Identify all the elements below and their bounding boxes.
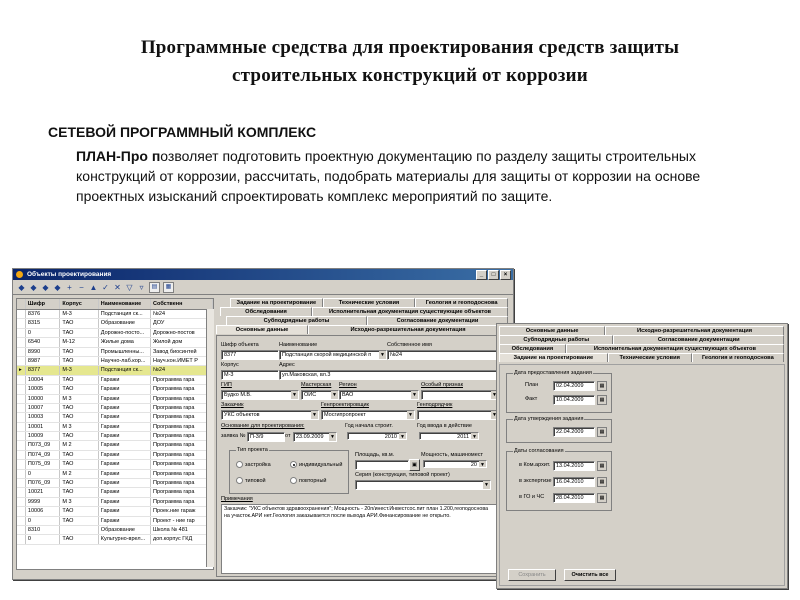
label-name: Наименование bbox=[279, 342, 318, 348]
table-cell: доп.корпус ГКД bbox=[151, 535, 213, 543]
table-cell: ТАО bbox=[60, 535, 98, 543]
table-cell: П075_09 bbox=[26, 460, 60, 468]
row-indicator bbox=[17, 404, 26, 412]
table-cell: 10004 bbox=[26, 376, 60, 384]
table-cell: ТАО bbox=[60, 404, 98, 412]
close-button[interactable]: × bbox=[500, 270, 511, 280]
minimize-button[interactable]: _ bbox=[476, 270, 487, 280]
col-header-name[interactable]: Наименование bbox=[99, 299, 151, 309]
table-cell: Подстанция ск... bbox=[99, 366, 151, 374]
table-cell: 10003 bbox=[26, 413, 60, 421]
table-cell: Программа гара bbox=[151, 385, 213, 393]
cancel-record-icon[interactable]: ✕ bbox=[114, 282, 121, 292]
tab2-approval[interactable]: Согласование документации bbox=[613, 335, 784, 344]
table-cell: Программа гара bbox=[151, 498, 213, 506]
expertise-date-field[interactable]: 16.04.2010 bbox=[553, 477, 595, 487]
table-row[interactable] bbox=[17, 385, 213, 394]
table-row[interactable] bbox=[17, 348, 213, 357]
table-cell: 10021 bbox=[26, 488, 60, 496]
row-indicator bbox=[17, 460, 26, 468]
tab-strip bbox=[216, 298, 508, 334]
table-cell: Гаражи bbox=[99, 441, 151, 449]
table-row[interactable] bbox=[17, 338, 213, 347]
tab2-tech-conditions[interactable]: Технические условия bbox=[608, 353, 692, 362]
row-indicator bbox=[17, 517, 26, 525]
table-cell: Программа гара bbox=[151, 479, 213, 487]
table-cell: 0 bbox=[26, 470, 60, 478]
table-cell: Гаражи bbox=[99, 404, 151, 412]
table-cell: Гаражи bbox=[99, 517, 151, 525]
grid-scrollbar[interactable] bbox=[206, 309, 214, 567]
next-record-icon[interactable]: ◆ bbox=[42, 282, 49, 292]
last-record-icon[interactable]: ◆ bbox=[54, 282, 61, 292]
delete-record-icon[interactable]: − bbox=[79, 282, 84, 292]
label-address: Адрес bbox=[279, 362, 295, 368]
table-cell: Школа № 481 bbox=[151, 526, 213, 534]
table-cell: ТАО bbox=[60, 479, 98, 487]
table-row[interactable] bbox=[17, 310, 213, 319]
table-cell: 9999 bbox=[26, 498, 60, 506]
table-row[interactable] bbox=[17, 460, 213, 469]
row-indicator: ▸ bbox=[17, 366, 26, 374]
table-cell: ТАО bbox=[60, 517, 98, 525]
table-row[interactable] bbox=[17, 451, 213, 460]
series-select[interactable] bbox=[355, 480, 491, 490]
gochs-calendar-icon[interactable]: ▦ bbox=[597, 493, 607, 503]
row-indicator bbox=[17, 413, 26, 421]
label-customer: Заказчик bbox=[221, 402, 244, 408]
row-indicator bbox=[17, 385, 26, 393]
table-cell: Жилые дома bbox=[99, 338, 151, 346]
table-cell: Программа гара bbox=[151, 413, 213, 421]
row-indicator bbox=[17, 526, 26, 534]
arch-date-field[interactable]: 13.04.2010 bbox=[553, 461, 595, 471]
post-record-icon[interactable]: ✓ bbox=[102, 282, 109, 292]
grid-header bbox=[17, 299, 213, 310]
col-header-code[interactable]: Шифр bbox=[26, 299, 60, 309]
table-cell: Проект - ние гар bbox=[151, 517, 213, 525]
tab-executive-docs[interactable]: Исполнительная документация существующие объектов bbox=[312, 307, 508, 316]
main-data-panel bbox=[216, 335, 506, 577]
table-row[interactable] bbox=[17, 526, 213, 535]
table-cell: Научно-лаб.кор... bbox=[99, 357, 151, 365]
table-row[interactable] bbox=[17, 498, 213, 507]
table-cell: Гаражи bbox=[99, 470, 151, 478]
tab2-subcontract[interactable]: Субподрядные работы bbox=[499, 335, 613, 344]
gip-select[interactable]: Будко М.В. ▼ bbox=[221, 390, 299, 400]
label-area: Площадь, кв.м. bbox=[355, 452, 395, 458]
tab-geology[interactable]: Геология и геоподоснова bbox=[415, 298, 508, 307]
table-cell: Программа гара bbox=[151, 404, 213, 412]
start-year-field[interactable]: 2010 ▼ bbox=[347, 432, 407, 440]
label-special: Особый признак bbox=[421, 382, 463, 388]
table-cell: ТАО bbox=[60, 413, 98, 421]
table-cell: ТАО bbox=[60, 385, 98, 393]
agreement-dates-group bbox=[506, 448, 612, 511]
table-cell: Гаражи bbox=[99, 488, 151, 496]
tab-tech-conditions[interactable]: Технические условия bbox=[323, 298, 416, 307]
row-indicator bbox=[17, 488, 26, 496]
table-row[interactable] bbox=[17, 432, 213, 441]
table-cell: ТАО bbox=[60, 451, 98, 459]
tab2-geology[interactable]: Геология и геоподоснова bbox=[692, 353, 784, 362]
row-indicator bbox=[17, 338, 26, 346]
table-cell: Проек.ние гараж bbox=[151, 507, 213, 515]
approval-date-field[interactable]: 22.04.2009 bbox=[553, 427, 595, 437]
table-cell: ТАО bbox=[60, 376, 98, 384]
table-cell: М 2 bbox=[60, 441, 98, 449]
task-date-label: Дата предоставления задания bbox=[514, 370, 592, 376]
table-row[interactable] bbox=[17, 488, 213, 497]
table-cell: Программа гара bbox=[151, 460, 213, 468]
row-indicator bbox=[17, 395, 26, 403]
tab-approval[interactable]: Согласование документации bbox=[367, 316, 508, 325]
row-indicator bbox=[17, 451, 26, 459]
table-row[interactable] bbox=[17, 423, 213, 432]
table-cell: Подстанция ск... bbox=[99, 310, 151, 318]
col-header-own-name[interactable]: Собственн bbox=[151, 299, 213, 309]
table-cell: ТАО bbox=[60, 507, 98, 515]
table-cell: Дорожно-постов bbox=[151, 329, 213, 337]
product-name: ПЛАН-Про п bbox=[76, 148, 161, 164]
row-indicator bbox=[17, 507, 26, 515]
edit-record-icon[interactable]: ▲ bbox=[89, 282, 98, 292]
label-genplanner: Генпроектировщик bbox=[321, 402, 369, 408]
genplanner-select[interactable]: Мосгипропроект ▼ bbox=[321, 410, 415, 420]
tab-task[interactable]: Задание на проектирование bbox=[230, 298, 323, 307]
table-cell: ТАО bbox=[60, 432, 98, 440]
table-cell: Гаражи bbox=[99, 376, 151, 384]
task-window bbox=[496, 323, 788, 589]
clear-filter-icon[interactable]: ▿ bbox=[139, 282, 144, 292]
request-date-field[interactable]: 23.09.2009 ▼ bbox=[293, 432, 337, 442]
save-button[interactable]: Сохранить bbox=[508, 569, 556, 581]
table-cell: ТАО bbox=[60, 348, 98, 356]
row-indicator bbox=[17, 498, 26, 506]
tab2-task[interactable]: Задание на проектирование bbox=[499, 353, 608, 362]
label-end-year: Год ввода в действие bbox=[417, 423, 472, 429]
export-icon[interactable]: ▦ bbox=[163, 282, 174, 293]
expertise-calendar-icon[interactable]: ▦ bbox=[597, 477, 607, 487]
add-record-icon[interactable]: + bbox=[67, 282, 72, 292]
table-cell: П076_09 bbox=[26, 479, 60, 487]
table-cell: 0 bbox=[26, 535, 60, 543]
table-cell: Гаражи bbox=[99, 423, 151, 431]
radio-building[interactable]: застройка bbox=[236, 461, 271, 468]
table-cell bbox=[60, 526, 98, 534]
table-row[interactable] bbox=[17, 479, 213, 488]
table-cell: 10006 bbox=[26, 507, 60, 515]
table-row[interactable] bbox=[17, 357, 213, 366]
col-header-building[interactable]: Корпус bbox=[60, 299, 98, 309]
table-cell: М 3 bbox=[60, 395, 98, 403]
title-line-1: Программные средства для проектирования средств защиты bbox=[140, 37, 680, 58]
table-cell: Жилой дом bbox=[151, 338, 213, 346]
table-cell: ТАО bbox=[60, 357, 98, 365]
table-cell: 0 bbox=[26, 329, 60, 337]
tab-subcontract[interactable]: Субподрядные работы bbox=[226, 316, 367, 325]
task-tab-strip bbox=[499, 326, 784, 362]
table-row[interactable] bbox=[17, 395, 213, 404]
row-indicator bbox=[17, 432, 26, 440]
prev-record-icon[interactable]: ◆ bbox=[30, 282, 37, 292]
building-field[interactable]: М-3 bbox=[221, 370, 279, 380]
table-cell: Культурно-врел... bbox=[99, 535, 151, 543]
label-series: Серия (конструкция, типовой проект) bbox=[355, 472, 450, 478]
table-cell: М 3 bbox=[60, 423, 98, 431]
gencontractor-select[interactable] bbox=[417, 410, 499, 420]
description-text: озволяет подготовить проектную документацию по разделу защиты строительных конструкций от коррозии, рассчитать, подобрать материалы для защиты от коррозии на основе проектных изысканий спроектировать комплекс мероприятий по защите. bbox=[76, 148, 701, 204]
table-cell: №24 bbox=[151, 366, 213, 374]
label-gochs: в ГО и ЧС bbox=[519, 494, 545, 500]
table-cell: 10007 bbox=[26, 404, 60, 412]
tab2-surveys[interactable]: Обследования bbox=[499, 344, 566, 353]
table-row[interactable] bbox=[17, 535, 213, 544]
special-select[interactable] bbox=[421, 390, 499, 400]
fact-date-field[interactable]: 10.04.2009 bbox=[553, 395, 595, 405]
task-panel bbox=[499, 364, 785, 586]
table-cell: Промышленны... bbox=[99, 348, 151, 356]
table-cell: №24 bbox=[151, 310, 213, 318]
area-calc-button[interactable]: ▣ bbox=[409, 459, 420, 471]
table-cell: ДОУ bbox=[151, 319, 213, 327]
table-cell: 10001 bbox=[26, 423, 60, 431]
name-select[interactable]: Подстанция скорой медицинской п ▼ bbox=[279, 350, 387, 360]
label-notes: Примечания bbox=[221, 496, 253, 502]
table-cell: Программа гара bbox=[151, 376, 213, 384]
radio-typical[interactable]: типовой bbox=[236, 477, 266, 484]
table-cell: Дорожно-посто... bbox=[99, 329, 151, 337]
radio-repeated[interactable]: повторный bbox=[290, 477, 326, 484]
label-expertise: в экспертизе bbox=[519, 478, 552, 484]
navigator-toolbar bbox=[13, 280, 513, 295]
table-row[interactable] bbox=[17, 517, 213, 526]
table-row[interactable] bbox=[17, 404, 213, 413]
table-row[interactable] bbox=[17, 329, 213, 338]
table-row[interactable] bbox=[17, 413, 213, 422]
label-own-name: Собственное имя bbox=[387, 342, 432, 348]
table-cell: М-3 bbox=[60, 366, 98, 374]
label-plan: План bbox=[525, 382, 539, 388]
table-cell: 8310 bbox=[26, 526, 60, 534]
label-start-year: Год начала строит. bbox=[345, 423, 393, 429]
table-cell: 8376 bbox=[26, 310, 60, 318]
table-cell: Гаражи bbox=[99, 432, 151, 440]
table-cell: 0 bbox=[26, 517, 60, 525]
task-date-group bbox=[506, 370, 612, 413]
label-request-no: заявка № bbox=[221, 433, 246, 439]
maximize-button[interactable]: □ bbox=[488, 270, 499, 280]
label-from: от bbox=[285, 433, 291, 439]
filter-icon[interactable]: ▽ bbox=[126, 282, 133, 292]
label-arch: в Ком.архит. bbox=[519, 462, 551, 468]
table-cell: Завод биосинтей bbox=[151, 348, 213, 356]
gochs-date-field[interactable]: 28.04.2010 bbox=[553, 493, 595, 503]
address-field[interactable]: ул.Маковская, вл.3 bbox=[279, 370, 499, 380]
plan-calendar-icon[interactable]: ▦ bbox=[597, 381, 607, 391]
table-cell: 6540 bbox=[26, 338, 60, 346]
table-cell: 10005 bbox=[26, 385, 60, 393]
tab-surveys[interactable]: Обследования bbox=[220, 307, 312, 316]
table-cell: ТАО bbox=[60, 329, 98, 337]
table-cell: Гаражи bbox=[99, 413, 151, 421]
table-cell: П074_09 bbox=[26, 451, 60, 459]
app-icon bbox=[16, 271, 23, 278]
table-cell: Программа гара bbox=[151, 395, 213, 403]
label-region: Регион bbox=[339, 382, 357, 388]
arch-calendar-icon[interactable]: ▦ bbox=[597, 461, 607, 471]
label-workshop: Мастерская bbox=[301, 382, 332, 388]
row-indicator bbox=[17, 535, 26, 543]
tab-main-data[interactable]: Основные данные bbox=[216, 325, 308, 334]
customer-select[interactable]: УКС объектов ▼ bbox=[221, 410, 319, 420]
area-field[interactable] bbox=[355, 460, 409, 470]
window-titlebar bbox=[13, 269, 513, 280]
approval-date-group bbox=[506, 416, 612, 443]
table-cell: Гаражи bbox=[99, 498, 151, 506]
agreement-dates-label: Даты согласования bbox=[514, 448, 564, 454]
objects-window bbox=[12, 268, 514, 580]
table-cell: 8315 bbox=[26, 319, 60, 327]
label-gencontractor: Генподрядчик bbox=[417, 402, 453, 408]
row-indicator bbox=[17, 357, 26, 365]
table-cell: М-3 bbox=[60, 310, 98, 318]
table-cell: ТАО bbox=[60, 460, 98, 468]
table-cell: Гаражи bbox=[99, 395, 151, 403]
title-line-2: строительных конструкций от коррозии bbox=[232, 65, 588, 86]
label-code: Шифр объекта bbox=[221, 342, 259, 348]
plan-date-field[interactable]: 02.04.2009 bbox=[553, 381, 595, 391]
row-indicator bbox=[17, 479, 26, 487]
radio-individual[interactable]: индивидуальный bbox=[290, 461, 342, 468]
tab2-executive-docs[interactable]: Исполнительная документация существующих объектов bbox=[566, 344, 784, 353]
table-cell: ТАО bbox=[60, 488, 98, 496]
window-controls bbox=[476, 270, 511, 280]
table-cell: Гаражи bbox=[99, 460, 151, 468]
label-fact: Факт bbox=[525, 396, 538, 402]
table-cell: Гаражи bbox=[99, 507, 151, 515]
table-cell: Программа гара bbox=[151, 423, 213, 431]
print-icon[interactable]: ▤ bbox=[149, 282, 160, 293]
first-record-icon[interactable]: ◆ bbox=[18, 282, 25, 292]
tab2-main-data[interactable]: Основные данные bbox=[499, 326, 605, 335]
table-cell: 10009 bbox=[26, 432, 60, 440]
table-row[interactable] bbox=[17, 376, 213, 385]
row-indicator bbox=[17, 329, 26, 337]
table-row[interactable] bbox=[17, 319, 213, 328]
table-cell: Гаражи bbox=[99, 451, 151, 459]
own-name-field[interactable]: №24 bbox=[387, 350, 499, 360]
label-gip: ГИП bbox=[221, 382, 232, 388]
table-cell: Образование bbox=[99, 526, 151, 534]
table-cell: Науч.кон.ИМЕТ Р bbox=[151, 357, 213, 365]
approval-calendar-icon[interactable]: ▦ bbox=[597, 427, 607, 437]
code-field[interactable]: 8377 bbox=[221, 350, 279, 360]
request-no-field[interactable]: П-3/9 bbox=[247, 432, 285, 442]
end-year-field[interactable]: 2011 ▼ bbox=[419, 432, 479, 440]
description-paragraph bbox=[76, 146, 716, 206]
label-capacity: Мощность, машиномест bbox=[421, 452, 484, 458]
table-cell: Программа гара bbox=[151, 451, 213, 459]
region-select[interactable]: ВАО ▼ bbox=[339, 390, 419, 400]
project-type-group bbox=[229, 447, 349, 494]
table-cell: П073_09 bbox=[26, 441, 60, 449]
table-cell: М 2 bbox=[60, 470, 98, 478]
table-cell: Программа гара bbox=[151, 432, 213, 440]
table-cell: ТАО bbox=[60, 319, 98, 327]
workshop-select[interactable]: ОИС ▼ bbox=[301, 390, 339, 400]
label-basis: Основание для проектирования: bbox=[221, 423, 305, 429]
table-cell: 8987 bbox=[26, 357, 60, 365]
row-indicator bbox=[17, 348, 26, 356]
section-heading: СЕТЕВОЙ ПРОГРАММНЫЙ КОМПЛЕКС bbox=[48, 124, 317, 140]
clear-all-button[interactable]: Очистить все bbox=[564, 569, 616, 581]
row-indicator bbox=[17, 441, 26, 449]
row-indicator bbox=[17, 376, 26, 384]
table-row[interactable] bbox=[17, 366, 213, 375]
table-cell: 8990 bbox=[26, 348, 60, 356]
table-cell: 10000 bbox=[26, 395, 60, 403]
table-cell: 8377 bbox=[26, 366, 60, 374]
objects-grid bbox=[16, 298, 214, 570]
table-row[interactable] bbox=[17, 507, 213, 516]
table-cell: Программа гара bbox=[151, 441, 213, 449]
page-title bbox=[60, 34, 760, 90]
row-indicator bbox=[17, 319, 26, 327]
label-building: Корпус bbox=[221, 362, 239, 368]
tab-permits[interactable]: Исходно-разрешительная документация bbox=[308, 325, 508, 334]
table-cell: Программа гара bbox=[151, 470, 213, 478]
row-indicator bbox=[17, 423, 26, 431]
table-row[interactable] bbox=[17, 441, 213, 450]
table-cell: М 3 bbox=[60, 498, 98, 506]
grid-body bbox=[17, 310, 213, 545]
fact-calendar-icon[interactable]: ▦ bbox=[597, 395, 607, 405]
table-cell: Гаражи bbox=[99, 385, 151, 393]
table-row[interactable] bbox=[17, 470, 213, 479]
table-cell: Образование bbox=[99, 319, 151, 327]
notes-memo[interactable]: Заказчик: "УКС объектов здравоохранения"; Мощность - 20п/инест.Инвестсоc.пит план 1.200,геоподоснова на участок.АРИ нет.Геология заказывается после выхода АРИ.Финансирование не открыто. bbox=[221, 504, 497, 574]
table-cell: Гаражи bbox=[99, 479, 151, 487]
window-title: Объекты проектирования bbox=[27, 271, 112, 278]
table-cell: М-12 bbox=[60, 338, 98, 346]
row-indicator bbox=[17, 310, 26, 318]
project-type-label: Тип проекта bbox=[237, 447, 268, 453]
row-indicator bbox=[17, 470, 26, 478]
capacity-field[interactable]: 20 ▼ bbox=[423, 460, 487, 468]
approval-date-label: Дата утверждения задания bbox=[514, 416, 584, 422]
tab2-permits[interactable]: Исходно-разрешительная документация bbox=[605, 326, 784, 335]
table-cell: Программа гара bbox=[151, 488, 213, 496]
